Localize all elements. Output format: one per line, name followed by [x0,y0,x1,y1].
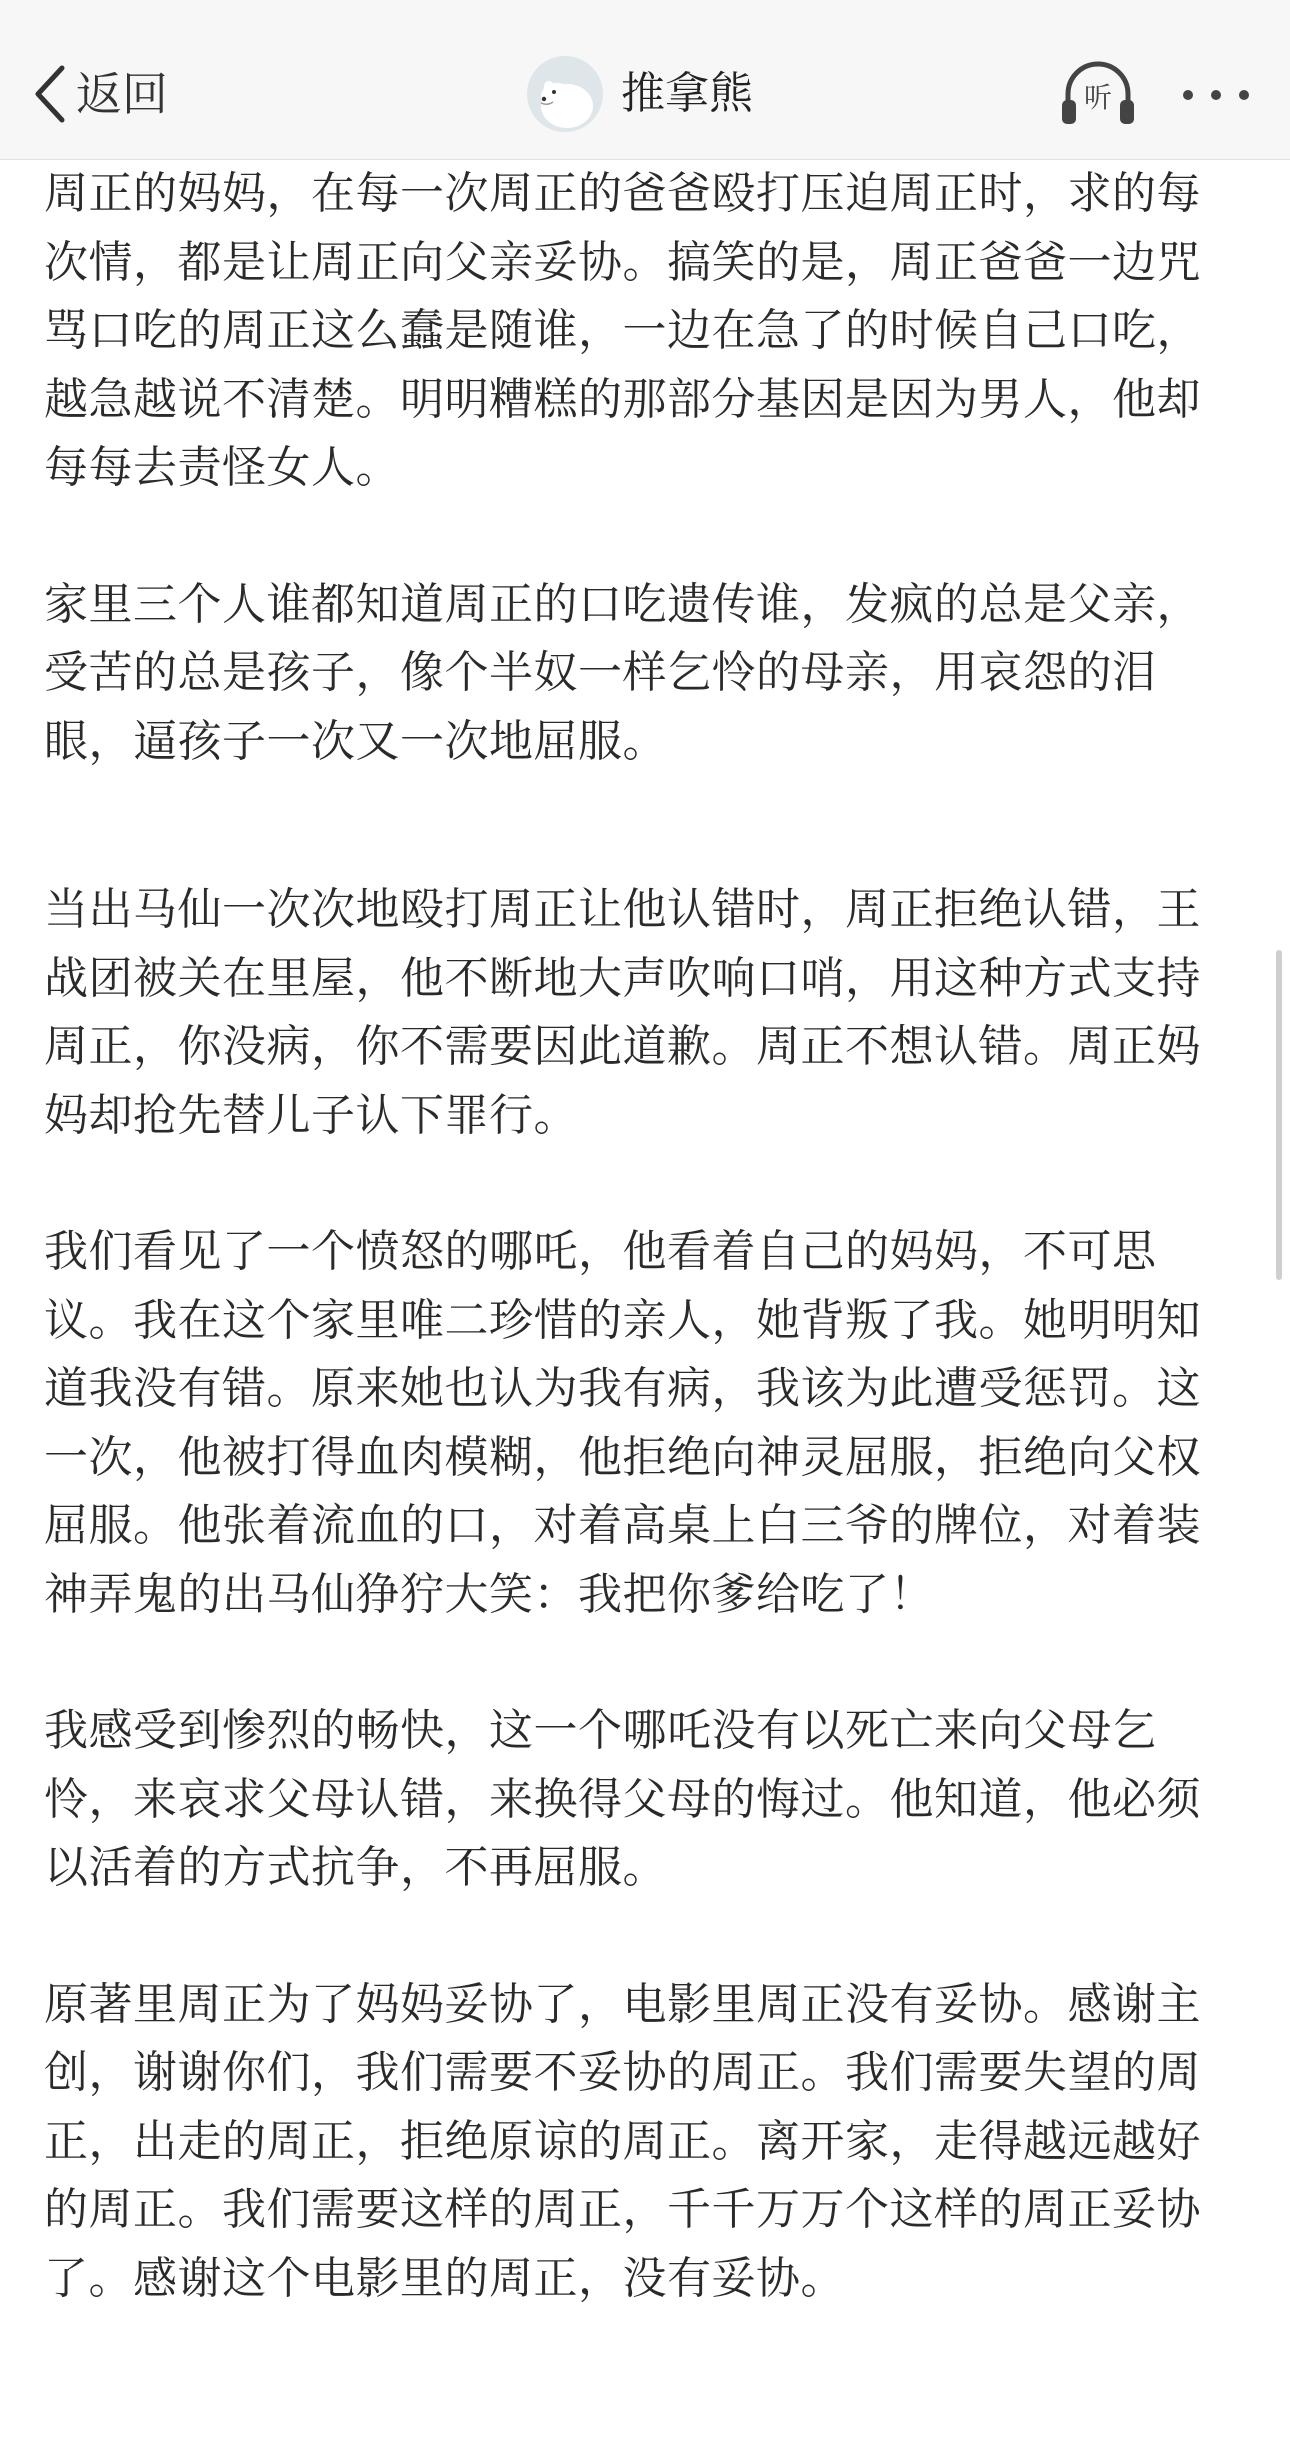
article-paragraph: 周正的妈妈，在每一次周正的爸爸殴打压迫周正时，求的每次情，都是让周正向父亲妥协。搞笑的是，周正爸爸一边咒骂口吃的周正这么蠢是随谁，一边在急了的时候自己口吃，越急越说不清楚。明明糟糕的那部分基因是因为男人，他却每每去责怪女人。 [44,168,1201,493]
scrollbar[interactable] [1276,950,1282,1280]
avatar[interactable] [527,56,603,132]
back-button[interactable] [32,60,168,128]
article-paragraph: 我们看见了一个愤怒的哪吒，他看着自己的妈妈，不可思议。我在这个家里唯二珍惜的亲人，她背叛了我。她明明知道我没有错。原来她也认为我有病，我该为此遭受惩罚。这一次，他被打得血肉模糊，他拒绝向神灵屈服，拒绝向父权屈服。他张着流血的口，对着高桌上白三爷的牌位，对着装神弄鬼的出马仙狰狞大笑：我把你爹给吃了！ [44,1226,1201,1620]
article-body [44,160,1224,2313]
article-paragraph: 我感受到惨烈的畅快，这一个哪吒没有以死亡来向父母乞怜，来哀求父母认错，来换得父母的悔过。他知道，他必须以活着的方式抗争，不再屈服。 [44,1705,1201,1893]
listen-button[interactable] [1058,54,1138,134]
article-paragraph: 家里三个人谁都知道周正的口吃遗传谁，发疯的总是父亲，受苦的总是孩子，像个半奴一样乞怜的母亲，用哀怨的泪眼，逼孩子一次又一次地屈服。 [44,578,1201,767]
chevron-left-icon [32,64,68,124]
article-paragraph: 当出马仙一次次地殴打周正让他认错时，周正拒绝认错，王战团被关在里屋，他不断地大声吹响口哨，用这种方式支持周正，你没病，你不需要因此道歉。周正不想认错。周正妈妈却抢先替儿子认下罪行。 [44,884,1201,1141]
top-nav-bar [0,0,1290,160]
article-paragraph: 原著里周正为了妈妈妥协了，电影里周正没有妥协。感谢主创，谢谢你们，我们需要不妥协的周正。我们需要失望的周正，出走的周正，拒绝原谅的周正。离开家，走得越远越好的周正。我们需要这样的周正，千千万万个这样的周正妥协了。感谢这个电影里的周正，没有妥协。 [44,1978,1201,2304]
more-dots-icon [1178,70,1254,120]
listen-label: 听 [1083,81,1112,114]
author-profile[interactable] [527,56,753,132]
back-label: 返回 [76,67,168,121]
author-name: 推拿熊 [621,68,753,119]
more-options-button[interactable] [1178,70,1254,120]
